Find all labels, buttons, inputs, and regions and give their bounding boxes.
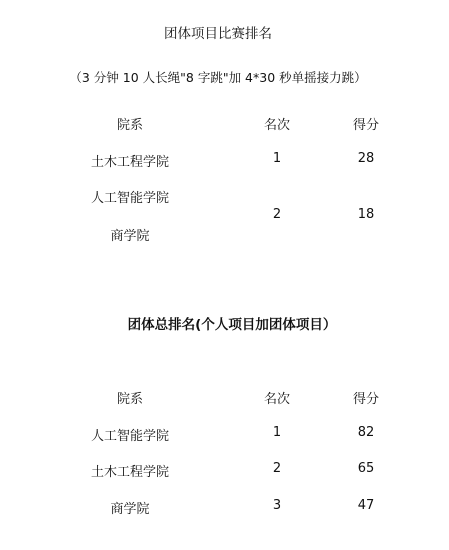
section1-row3-dept: 商学院 [110,229,150,244]
section2-row2-score: 65 [357,461,375,476]
section1-row2-dept: 人工智能学院 [90,191,170,206]
section2-row3-rank: 3 [272,498,282,513]
section2-row3-score: 47 [357,498,375,513]
section1-row1-dept: 土木工程学院 [90,155,170,170]
section1-subtitle: （3 分钟 10 人长绳"8 字跳"加 4*30 秒单摇接力跳） [69,70,367,85]
section1-header-score: 得分 [352,118,380,133]
section2-row2-dept: 土木工程学院 [90,465,170,480]
section1-row1-rank: 1 [272,151,282,166]
section2-header-rank: 名次 [263,392,291,407]
section2-row1-dept: 人工智能学院 [90,429,170,444]
section1-title: 团体项目比赛排名 [164,26,272,42]
section1-row2-score: 18 [357,207,375,222]
section1-header-dept: 院系 [116,118,144,133]
section2-header-dept: 院系 [116,392,144,407]
section2-header-score: 得分 [352,392,380,407]
section1-row1-score: 28 [357,151,375,166]
section2-title: 团体总排名(个人项目加团体项目） [127,317,337,333]
section1-row2-rank: 2 [272,207,282,222]
section2-row1-rank: 1 [272,425,282,440]
section2-row3-dept: 商学院 [110,502,150,517]
section2-row2-rank: 2 [272,461,282,476]
section1-header-rank: 名次 [263,118,291,133]
section2-row1-score: 82 [357,425,375,440]
